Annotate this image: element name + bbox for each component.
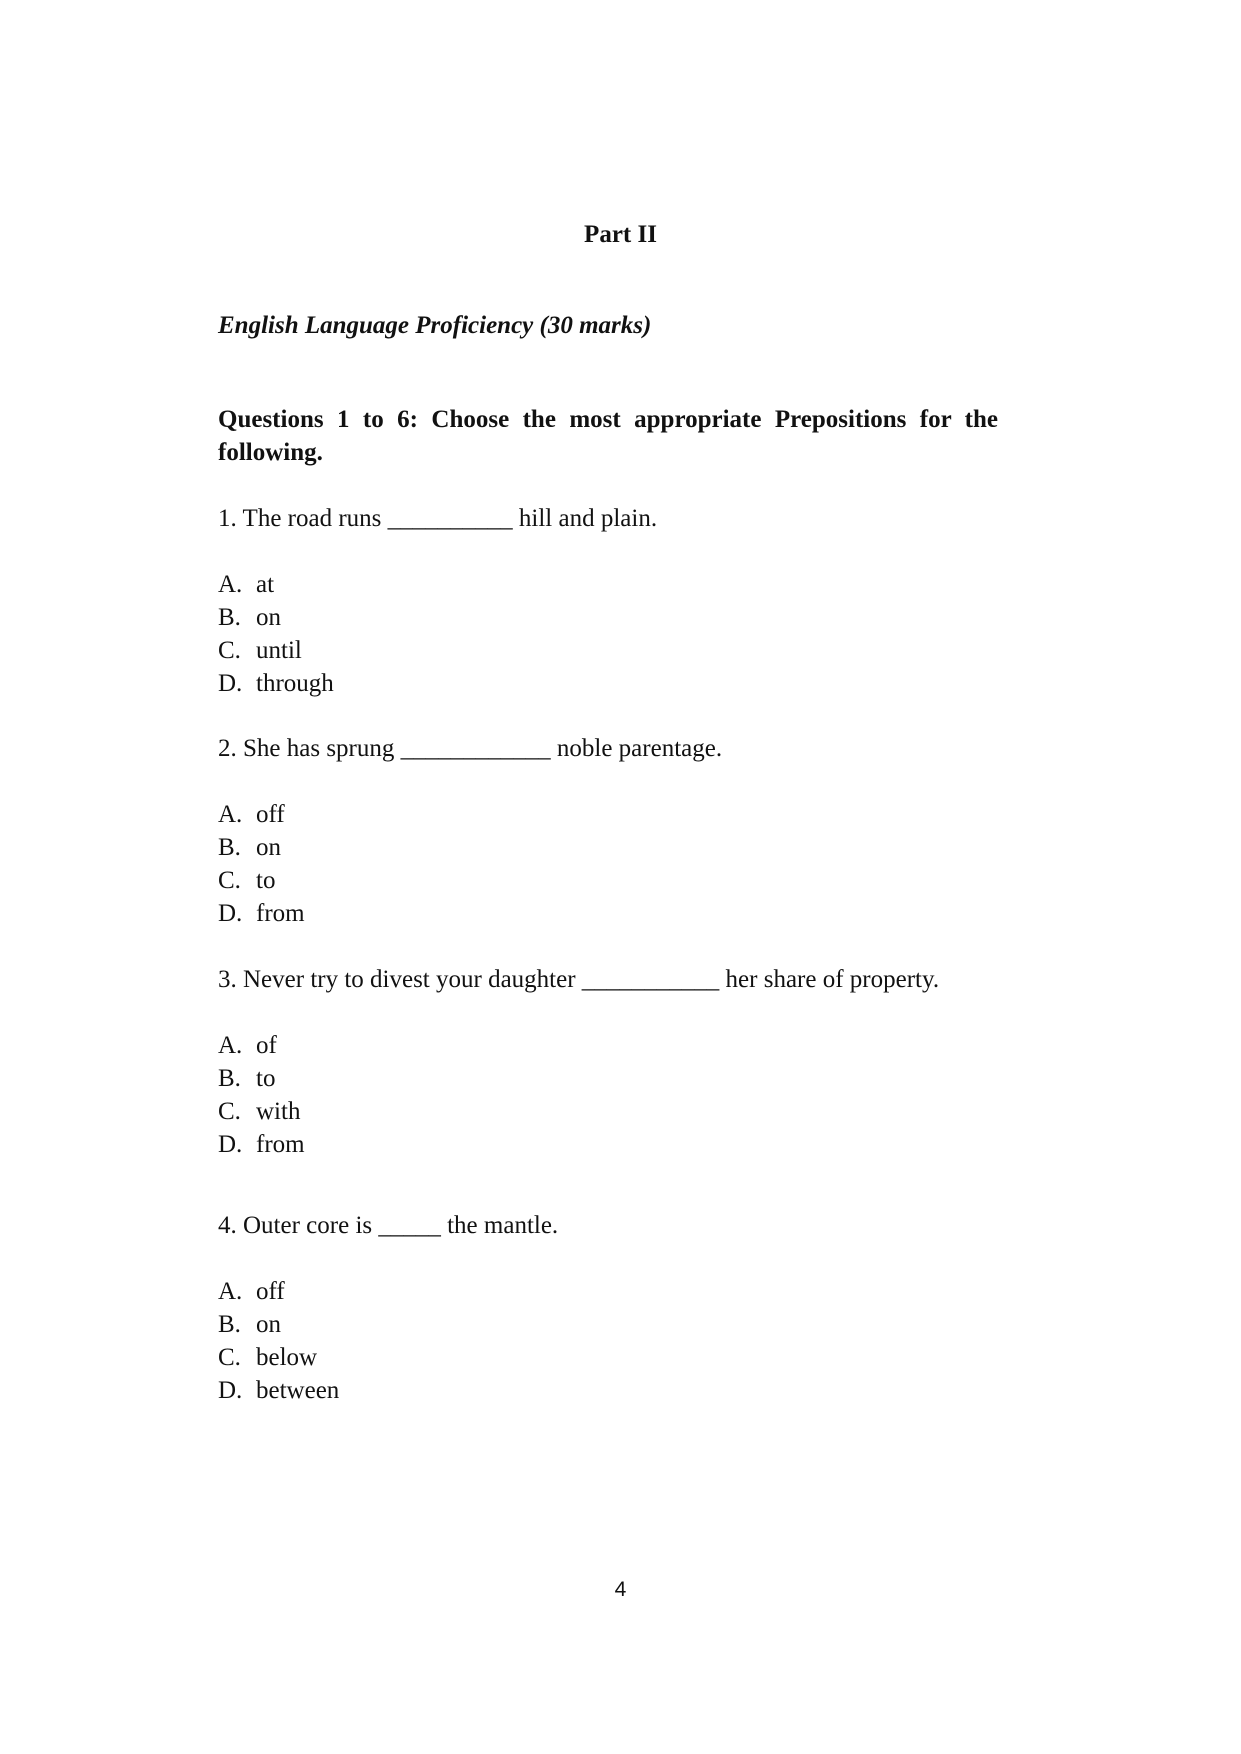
section-title: English Language Proficiency (30 marks) [218,312,652,339]
option-1b [218,601,334,634]
option-letter: D. [218,1131,243,1158]
option-1a [218,568,334,601]
question-options-2 [218,798,305,930]
question-options-1 [218,568,334,700]
option-4c [218,1341,339,1374]
option-letter: A. [218,1278,243,1305]
option-letter: A. [218,571,243,598]
option-text: at [256,571,275,598]
option-text: until [256,637,302,664]
option-text: below [256,1344,318,1371]
option-text: to [256,867,276,894]
part-title: Part II [584,221,657,248]
option-1d [218,667,334,700]
option-4a [218,1275,339,1308]
option-text: on [256,604,281,631]
option-letter: A. [218,1032,243,1059]
option-letter: B. [218,834,241,861]
option-2d [218,897,305,930]
question-stem-2: 2. She has sprung ____________ noble parentage. [218,735,723,762]
option-text: on [256,1311,281,1338]
question-options-3 [218,1029,305,1161]
option-text: on [256,834,281,861]
option-text: off [256,1278,285,1305]
option-4d [218,1374,339,1407]
option-text: from [256,1131,305,1158]
option-text: from [256,900,305,927]
question-stem-3: 3. Never try to divest your daughter ___________ her share of property. [218,966,940,993]
option-letter: D. [218,670,243,697]
option-text: with [256,1098,301,1125]
option-2b [218,831,305,864]
option-letter: C. [218,1344,241,1371]
option-text: off [256,801,285,828]
option-1c [218,634,334,667]
option-letter: D. [218,1377,243,1404]
option-letter: B. [218,604,241,631]
option-letter: B. [218,1065,241,1092]
option-2c [218,864,305,897]
option-letter: C. [218,1098,241,1125]
option-letter: B. [218,1311,241,1338]
option-text: between [256,1377,340,1404]
option-letter: C. [218,637,241,664]
question-stem-1: 1. The road runs __________ hill and plain. [218,505,658,532]
instructions: Questions 1 to 6: Choose the most appropriate Prepositions for the following. [218,406,998,466]
option-3c [218,1095,305,1128]
option-text: to [256,1065,276,1092]
page-number: 4 [614,1578,627,1601]
option-text: through [256,670,334,697]
option-text: of [256,1032,277,1059]
option-3a [218,1029,305,1062]
option-letter: D. [218,900,243,927]
question-options-4 [218,1275,339,1407]
option-2a [218,798,305,831]
option-3b [218,1062,305,1095]
question-stem-4: 4. Outer core is _____ the mantle. [218,1212,559,1239]
option-3d [218,1128,305,1161]
option-4b [218,1308,339,1341]
option-letter: A. [218,801,243,828]
option-letter: C. [218,867,241,894]
